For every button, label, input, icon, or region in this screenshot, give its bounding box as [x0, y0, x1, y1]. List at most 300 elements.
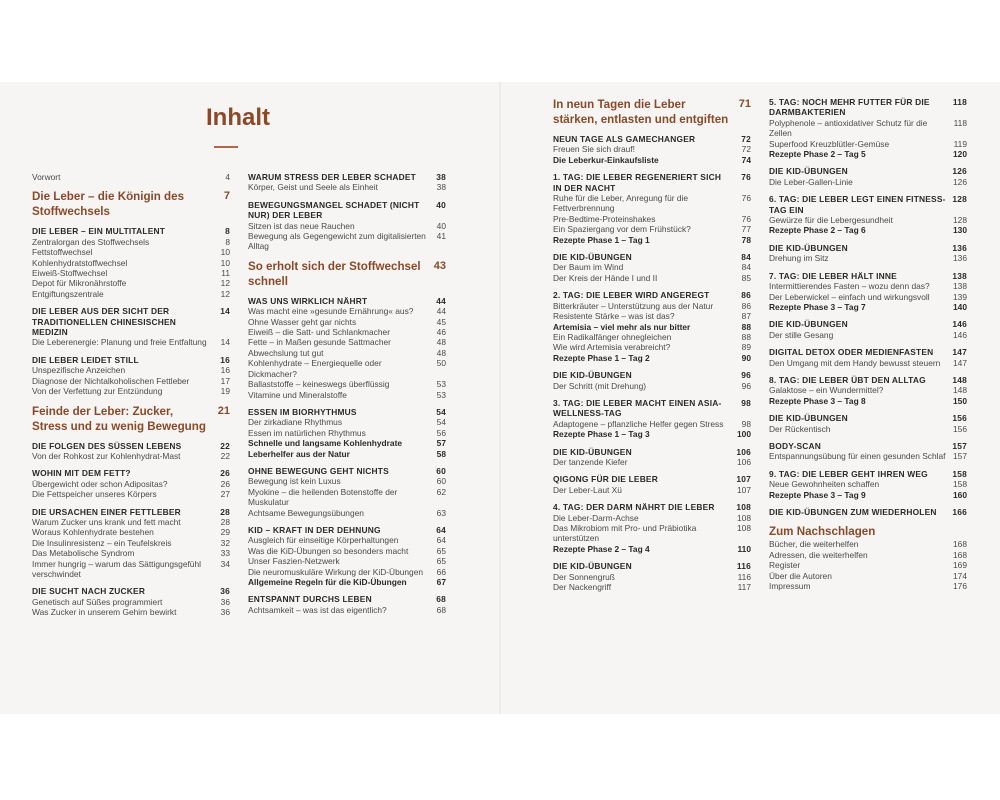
toc-page-number: 40 — [436, 199, 446, 210]
toc-section — [769, 441, 967, 451]
toc-entry — [248, 546, 446, 556]
toc-page-number: 29 — [220, 527, 230, 538]
toc-page-number: 88 — [741, 321, 751, 332]
toc-entry-title: Rezepte Phase 2 – Tag 4 — [553, 543, 650, 554]
toc-entry-title: WAS UNS WIRKLICH NÄHRT — [248, 295, 368, 306]
toc-entry — [553, 544, 751, 554]
toc-entry-title: WOHIN MIT DEM FETT? — [32, 468, 131, 479]
toc-entry-title: Essen im natürlichen Rhythmus — [248, 427, 366, 438]
toc-page-number: 89 — [741, 342, 751, 353]
toc-entry-title: Genetisch auf Süßes programmiert — [32, 596, 163, 607]
toc-entry-title: DIE LEBER AUS DER SICHT DER TRADITIONELLEN CHINESISCHEN MEDIZIN — [32, 306, 177, 338]
toc-page-number: 157 — [952, 440, 967, 451]
toc-page-number: 116 — [736, 561, 751, 572]
toc-entry-title: Der Leberwickel – einfach und wirkungsvoll — [769, 291, 930, 302]
toc-entry — [248, 306, 446, 316]
toc-section — [32, 226, 230, 236]
toc-page-number: 16 — [220, 365, 230, 376]
toc-page-number: 36 — [220, 607, 230, 618]
toc-entry-title: WARUM STRESS DER LEBER SCHADET — [248, 172, 416, 182]
toc-entry-title: DIE SUCHT NACH ZUCKER — [32, 586, 146, 597]
toc-entry — [769, 581, 967, 591]
toc-page-number: 108 — [737, 523, 751, 533]
toc-entry-title: Pre-Bedtime-Proteinshakes — [553, 213, 656, 224]
toc-entry-title: Körper, Geist und Seele als Einheit — [248, 182, 378, 193]
toc-entry-title: Rezepte Phase 3 – Tag 9 — [769, 489, 866, 500]
toc-section — [553, 447, 751, 457]
toc-page-number: 128 — [952, 194, 967, 205]
toc-entry-title: Warum Zucker uns krank und fett macht — [32, 516, 181, 527]
toc-entry — [32, 607, 230, 617]
toc-entry-title: Der zirkadiane Rhythmus — [248, 417, 343, 428]
toc-entry — [32, 289, 230, 299]
toc-section — [248, 594, 446, 604]
toc-page-number: 57 — [436, 438, 446, 449]
toc-entry — [248, 358, 446, 379]
toc-entry — [248, 449, 446, 459]
toc-page-number: 130 — [953, 225, 967, 236]
toc-entry-title: Ein Radikalfänger ohnegleichen — [553, 331, 672, 342]
toc-entry — [32, 548, 230, 558]
toc-page-number: 138 — [953, 281, 967, 292]
toc-entry-title: Rezepte Phase 1 – Tag 2 — [553, 352, 650, 363]
toc-entry-title: Unspezifische Anzeichen — [32, 365, 126, 376]
toc-page-number: 28 — [220, 516, 230, 527]
toc-entry-title: Superfood Kreuzblütler-Gemüse — [769, 138, 890, 149]
toc-section — [769, 375, 967, 385]
toc-page-number: 158 — [953, 479, 967, 490]
toc-entry-title: OHNE BEWEGUNG GEHT NICHTS — [248, 465, 389, 476]
toc-entry — [248, 327, 446, 337]
toc-entry-title: Der stille Gesang — [769, 329, 834, 340]
toc-entry-title: Was die KiD-Übungen so besonders macht — [248, 545, 409, 556]
toc-entry-title: Achtsame Bewegungsübungen — [248, 507, 364, 518]
toc-entry-title: 7. TAG: DIE LEBER HÄLT INNE — [769, 270, 897, 281]
toc-section — [32, 306, 230, 337]
toc-entry-title: Ruhe für die Leber, Anregung für die Fettverbrennung — [553, 193, 689, 214]
toc-page-number: 150 — [953, 395, 967, 406]
toc-entry-title: Entgiftungszentrale — [32, 288, 104, 299]
toc-entry-title: Das Mikrobiom mit Pro- und Präbiotika unterstützen — [553, 523, 697, 544]
toc-entry-title: Impressum — [769, 581, 811, 592]
toc-page-number: 41 — [436, 231, 446, 242]
toc-entry — [553, 144, 751, 154]
toc-section — [248, 525, 446, 535]
toc-entry-title: Die Fettspeicher unseres Körpers — [32, 489, 157, 500]
toc-chapter — [553, 97, 751, 127]
toc-page-number: 34 — [220, 558, 230, 569]
toc-page-number: 126 — [952, 166, 967, 177]
toc-entry-title: So erholt sich der Stoffwechsel schnell — [248, 259, 421, 288]
toc-section — [248, 296, 446, 306]
toc-page-number: 12 — [220, 288, 230, 299]
toc-entry-title: Rezepte Phase 1 – Tag 3 — [553, 429, 650, 440]
toc-page-number: 138 — [952, 270, 967, 281]
toc-entry-title: Artemisia – viel mehr als nur bitter — [553, 321, 691, 332]
toc-entry — [32, 237, 230, 247]
toc-entry — [769, 424, 967, 434]
toc-entry-title: Eiweiß – die Satt- und Schlankmacher — [248, 327, 390, 338]
toc-page-number: 62 — [436, 486, 446, 497]
toc-entry — [248, 390, 446, 400]
toc-entry — [248, 487, 446, 508]
toc-page-number: 12 — [220, 278, 230, 289]
toc-page-number: 10 — [220, 257, 230, 268]
toc-entry-title: Resistente Stärke – was ist das? — [553, 311, 675, 322]
toc-entry — [248, 508, 446, 518]
toc-page-number: 19 — [220, 386, 230, 397]
toc-page-number: 120 — [953, 149, 967, 160]
toc-entry-title: Gewürze für die Lebergesundheit — [769, 215, 893, 226]
toc-entry-title: Polyphenole – antioxidativer Schutz für die Zellen — [769, 117, 928, 139]
toc-column-3 — [553, 97, 751, 592]
toc-section — [32, 355, 230, 365]
toc-page-number: 160 — [953, 489, 967, 500]
toc-entry — [248, 182, 446, 192]
toc-page-number: 140 — [953, 301, 967, 312]
toc-page-number: 22 — [220, 450, 230, 461]
toc-page-number: 136 — [953, 253, 967, 264]
toc-page-number: 174 — [953, 570, 967, 581]
toc-entry — [769, 358, 967, 368]
toc-entry-title: DIE KID-ÜBUNGEN — [769, 319, 848, 330]
toc-section — [769, 319, 967, 329]
toc-entry-title: Was macht eine »gesunde Ernährung« aus? — [248, 306, 414, 317]
toc-entry-title: Rezepte Phase 2 – Tag 5 — [769, 149, 866, 160]
title-rule — [214, 146, 238, 148]
toc-column-1 — [32, 172, 230, 618]
toc-entry — [248, 605, 446, 615]
toc-entry-title: Das Metabolische Syndrom — [32, 548, 135, 559]
toc-page-number: 8 — [225, 236, 230, 247]
toc-page-number: 147 — [952, 347, 967, 358]
toc-section — [32, 468, 230, 478]
toc-page-number: 8 — [225, 226, 230, 237]
toc-chapter — [32, 189, 230, 219]
toc-entry-title: DIE LEBER – EIN MULTITALENT — [32, 226, 166, 237]
toc-section — [553, 502, 751, 512]
toc-entry — [769, 396, 967, 406]
toc-page-number: 46 — [436, 327, 446, 338]
toc-entry-title: DIE LEBER LEIDET STILL — [32, 354, 139, 365]
toc-entry — [32, 451, 230, 461]
toc-page-number: 72 — [741, 144, 751, 155]
toc-entry-title: Rezepte Phase 3 – Tag 8 — [769, 395, 866, 406]
toc-entry — [553, 342, 751, 352]
toc-entry — [248, 476, 446, 486]
toc-page-number: 71 — [738, 98, 751, 110]
toc-entry-title: DIE KID-ÜBUNGEN — [769, 242, 848, 253]
toc-entry — [248, 348, 446, 358]
toc-entry-title: Zentralorgan des Stoffwechsels — [32, 236, 150, 247]
toc-entry-title: Drehung im Sitz — [769, 253, 829, 264]
toc-page-number: 96 — [741, 380, 751, 391]
toc-entry — [553, 572, 751, 582]
toc-section — [769, 97, 967, 118]
toc-entry — [769, 118, 967, 139]
toc-entry-title: Vorwort — [32, 172, 61, 182]
toc-section — [248, 407, 446, 417]
toc-entry — [32, 527, 230, 537]
toc-entry — [769, 149, 967, 159]
toc-page-number: 67 — [436, 577, 446, 587]
toc-page-number: 26 — [220, 478, 230, 489]
toc-section — [248, 466, 446, 476]
toc-entry-title: Der Sonnengruß — [553, 571, 615, 582]
toc-entry-title: Der Rückentisch — [769, 423, 831, 434]
toc-entry-title: Die Insulinresistenz – ein Teufelskreis — [32, 537, 172, 548]
toc-entry-title: Die Leber – die Königin des Stoffwechsels — [32, 190, 185, 219]
toc-section — [248, 200, 446, 221]
toc-entry — [553, 273, 751, 283]
toc-entry-title: Der Baum im Wind — [553, 262, 624, 273]
toc-page-number: 76 — [741, 193, 751, 204]
toc-entry — [248, 317, 446, 327]
toc-entry-title: Allgemeine Regeln für die KiD-Übungen — [248, 577, 407, 587]
toc-page-number: 65 — [436, 545, 446, 556]
toc-entry — [248, 417, 446, 427]
toc-page-number: 43 — [433, 259, 446, 272]
toc-entry-title: Wie wird Artemisia verabreicht? — [553, 342, 671, 353]
toc-entry — [553, 155, 751, 165]
toc-page-number: 156 — [953, 423, 967, 434]
toc-entry — [553, 485, 751, 495]
toc-entry — [32, 559, 230, 580]
toc-entry-title: Myokine – die heilenden Botenstoffe der Muskulatur — [248, 486, 398, 508]
toc-entry — [553, 193, 751, 214]
toc-page-number: 117 — [737, 582, 751, 593]
toc-page-number: 147 — [953, 357, 967, 368]
toc-entry-title: Der Nackengriff — [553, 582, 612, 593]
toc-section — [769, 347, 967, 357]
toc-page-number: 76 — [741, 213, 751, 224]
toc-entry-title: KID – KRAFT IN DER DEHNUNG — [248, 524, 381, 535]
toc-entry — [769, 177, 967, 187]
toc-section — [553, 561, 751, 571]
toc-page-number: 64 — [436, 524, 446, 535]
toc-page-number: 26 — [220, 468, 230, 479]
toc-page-number: 66 — [436, 566, 446, 577]
toc-entry-title: DIE KID-ÜBUNGEN ZUM WIEDERHOLEN — [769, 507, 937, 517]
toc-entry-title: Kohlenhydratstoffwechsel — [32, 257, 128, 268]
toc-page-number: 156 — [952, 413, 967, 424]
toc-chapter — [32, 404, 230, 434]
toc-section — [553, 290, 751, 300]
toc-entry-title: NEUN TAGE ALS GAMECHANGER — [553, 134, 696, 144]
toc-page-number: 53 — [436, 379, 446, 390]
toc-entry — [769, 560, 967, 570]
toc-entry-title: DIE KID-ÜBUNGEN — [553, 561, 632, 572]
toc-entry — [553, 513, 751, 523]
book-spine — [499, 82, 501, 714]
toc-entry-title: Übergewicht oder schon Adipositas? — [32, 478, 168, 489]
toc-entry-title: DIGITAL DETOX ODER MEDIENFASTEN — [769, 347, 934, 358]
toc-entry-title: Eiweiß-Stoffwechsel — [32, 268, 108, 279]
toc-entry — [553, 332, 751, 342]
toc-entry-title: Rezepte Phase 3 – Tag 7 — [769, 301, 866, 312]
toc-entry-title: Die Leberenergie: Planung und freie Entfaltung — [32, 337, 207, 348]
toc-page-number: 14 — [220, 306, 230, 317]
toc-entry-title: DIE KID-ÜBUNGEN — [769, 166, 848, 177]
toc-page-number: 100 — [737, 429, 751, 440]
toc-entry-title: DIE URSACHEN EINER FETTLEBER — [32, 506, 181, 517]
toc-entry — [769, 292, 967, 302]
toc-entry — [769, 215, 967, 225]
toc-entry-title: 3. TAG: DIE LEBER MACHT EINEN ASIA-WELLNESS-TAG — [553, 397, 722, 419]
toc-entry — [248, 231, 446, 252]
toc-page-number: 110 — [737, 543, 751, 554]
toc-page-number: 68 — [436, 604, 446, 615]
toc-page-number: 119 — [953, 138, 967, 149]
toc-entry — [553, 419, 751, 429]
toc-page-number: 77 — [741, 224, 751, 235]
toc-page-number: 169 — [953, 560, 967, 571]
toc-entry — [553, 322, 751, 332]
toc-section — [553, 172, 751, 193]
toc-entry — [248, 438, 446, 448]
toc-entry — [553, 523, 751, 544]
toc-page-number: 168 — [953, 539, 967, 550]
toc-page-number: 86 — [741, 300, 751, 311]
toc-page-number: 44 — [436, 306, 446, 317]
toc-page-number: 107 — [737, 484, 751, 495]
toc-entry — [248, 556, 446, 566]
toc-entry-title: Bitterkräuter – Unterstützung aus der Natur — [553, 300, 714, 311]
toc-entry-title: DIE KID-ÜBUNGEN — [553, 446, 632, 457]
toc-entry-title: Kohlenhydrate – Energiequelle oder Dickmacher? — [248, 358, 382, 379]
toc-page-number: 84 — [741, 252, 751, 263]
toc-entry — [553, 301, 751, 311]
toc-page-number: 126 — [953, 176, 967, 187]
toc-page-number: 118 — [952, 97, 967, 107]
toc-page-number: 64 — [436, 535, 446, 546]
toc-entry-title: Ausgleich für einseitige Körperhaltungen — [248, 535, 399, 546]
toc-page-number: 90 — [741, 352, 751, 363]
toc-page-number: 96 — [741, 370, 751, 381]
toc-entry — [553, 353, 751, 363]
toc-entry-title: Galaktose – ein Wundermittel? — [769, 385, 884, 396]
toc-entry-title: 8. TAG: DIE LEBER ÜBT DEN ALLTAG — [769, 374, 926, 385]
toc-page-number: 176 — [953, 581, 967, 592]
toc-entry — [553, 224, 751, 234]
toc-chapter — [248, 259, 446, 289]
toc-page-number: 72 — [741, 134, 751, 144]
toc-entry — [553, 235, 751, 245]
toc-page-number: 136 — [952, 242, 967, 253]
toc-section — [553, 252, 751, 262]
toc-entry — [769, 490, 967, 500]
toc-entry-title: Rezepte Phase 1 – Tag 1 — [553, 234, 650, 245]
toc-page-number: 118 — [953, 117, 967, 128]
toc-page-number: 74 — [741, 154, 751, 165]
toc-entry-title: Diagnose der Nichtalkoholischen Fettleber — [32, 375, 190, 386]
toc-page-number: 158 — [952, 468, 967, 479]
toc-entry-title: Adressen, die weiterhelfen — [769, 549, 868, 560]
toc-entry-title: Achtsamkeit – was ist das eigentlich? — [248, 604, 387, 615]
toc-page-number: 106 — [737, 456, 751, 467]
toc-page-number: 53 — [436, 389, 446, 400]
toc-page-number: 14 — [220, 337, 230, 348]
toc-entry — [769, 385, 967, 395]
toc-page-number: 85 — [741, 272, 751, 283]
toc-section — [553, 398, 751, 419]
toc-page-number: 107 — [736, 474, 751, 485]
toc-page-number: 27 — [220, 489, 230, 500]
toc-page-number: 98 — [741, 397, 751, 408]
toc-section — [769, 507, 967, 517]
toc-entry-title: Adaptogene – pflanzliche Helfer gegen Stress — [553, 418, 724, 429]
toc-entry — [769, 253, 967, 263]
toc-page-number: 7 — [223, 190, 230, 203]
toc-entry — [769, 302, 967, 312]
toc-entry — [32, 337, 230, 347]
toc-page-number: 88 — [741, 331, 751, 342]
toc-entry — [769, 225, 967, 235]
toc-entry — [32, 376, 230, 386]
toc-page-number: 36 — [220, 586, 230, 597]
toc-page-number: 148 — [952, 374, 967, 385]
toc-entry-title: Der Leber-Laut Xü — [553, 484, 622, 495]
toc-page-number: 60 — [436, 465, 446, 476]
toc-chapter — [769, 524, 967, 539]
toc-entry-title: Der tanzende Kiefer — [553, 456, 628, 467]
toc-entry-title: 6. TAG: DIE LEBER LEGT EINEN FITNESS-TAG EIN — [769, 194, 946, 215]
toc-page-number: 76 — [741, 172, 751, 183]
toc-section — [32, 586, 230, 596]
toc-column-4 — [769, 97, 967, 591]
toc-entry — [248, 337, 446, 347]
toc-entry-title: Die Leber-Darm-Achse — [553, 512, 639, 523]
toc-entry — [769, 330, 967, 340]
toc-entry-title: Was Zucker in unserem Gehirn bewirkt — [32, 607, 177, 618]
toc-entry-title: Von der Rohkost zur Kohlenhydrat-Mast — [32, 450, 181, 461]
toc-page-number: 36 — [220, 596, 230, 607]
toc-page-number: 78 — [741, 234, 751, 245]
toc-entry — [32, 489, 230, 499]
toc-entry-title: Bewegung als Gegengewicht zum digitalisierten Alltag — [248, 231, 426, 252]
toc-section — [32, 507, 230, 517]
toc-entry — [248, 567, 446, 577]
toc-section — [553, 134, 751, 144]
toc-entry-title: DIE KID-ÜBUNGEN — [553, 252, 632, 263]
toc-entry — [248, 379, 446, 389]
toc-entry-title: Depot für Mikronährstoffe — [32, 278, 127, 289]
toc-entry — [553, 381, 751, 391]
toc-entry-title: ENTSPANNT DURCHS LEBEN — [248, 594, 372, 605]
toc-entry — [32, 386, 230, 396]
toc-page-number: 86 — [741, 290, 751, 301]
toc-section — [32, 441, 230, 451]
toc-entry — [32, 278, 230, 288]
toc-section — [769, 243, 967, 253]
toc-entry-title: Über die Autoren — [769, 570, 832, 581]
toc-entry-title: 5. TAG: NOCH MEHR FUTTER FÜR DIE DARMBAKTERIEN — [769, 97, 930, 118]
toc-page-number: 106 — [736, 446, 751, 457]
toc-page-number: 33 — [220, 548, 230, 559]
toc-entry-title: Sitzen ist das neue Rauchen — [248, 220, 355, 231]
toc-page-number: 68 — [436, 594, 446, 605]
toc-section — [769, 271, 967, 281]
toc-entry-title: Die Leber-Gallen-Linie — [769, 176, 853, 187]
toc-entry — [248, 535, 446, 545]
toc-page-number: 60 — [436, 476, 446, 487]
toc-entry-title: 9. TAG: DIE LEBER GEHT IHREN WEG — [769, 468, 928, 479]
toc-page-number: 166 — [952, 507, 967, 517]
toc-entry — [553, 582, 751, 592]
toc-entry-title: Schnelle und langsame Kohlenhydrate — [248, 438, 403, 449]
toc-entry — [769, 281, 967, 291]
toc-entry-title: Den Umgang mit dem Handy bewusst steuern — [769, 357, 941, 368]
